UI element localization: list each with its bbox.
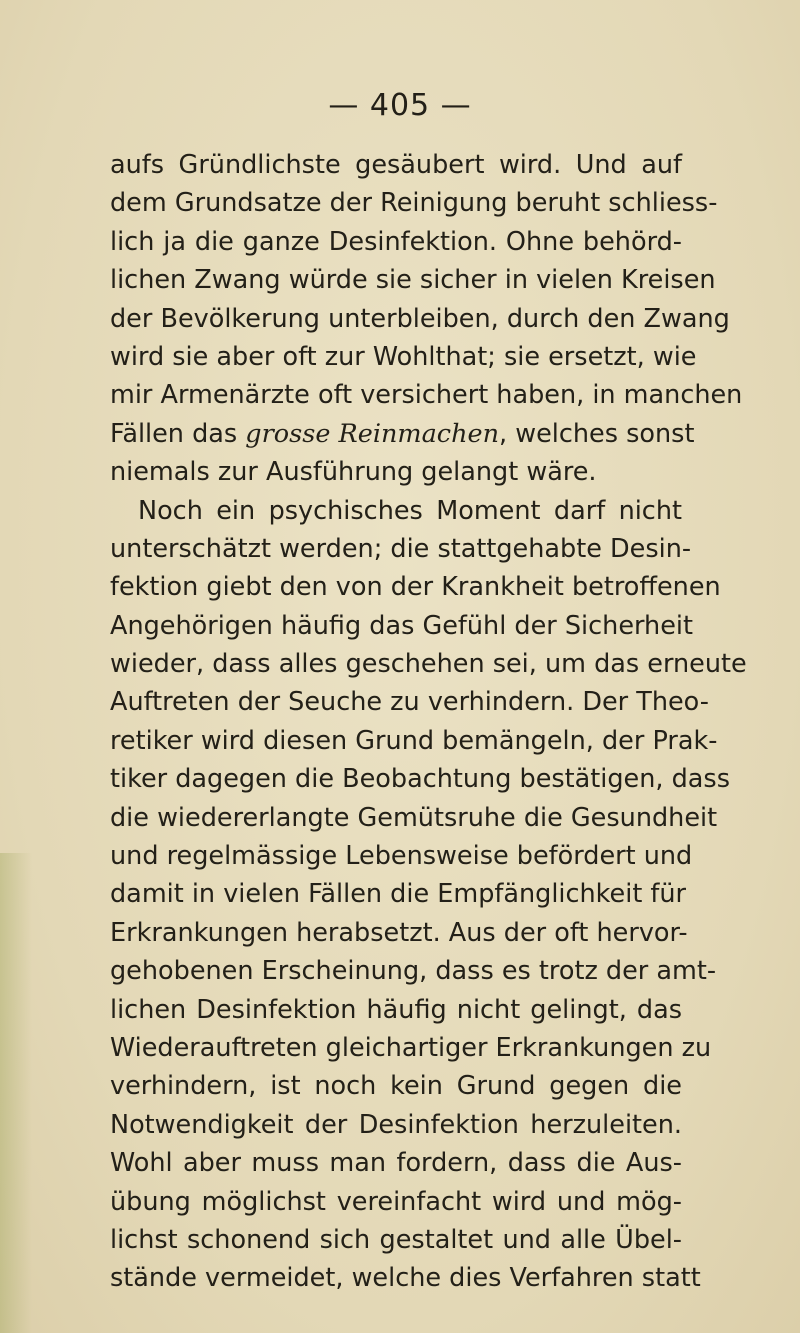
text-line: lich ja die ganze Desinfektion. Ohne behörd- — [110, 226, 682, 257]
text-line: verhindern, ist noch kein Grund gegen die — [110, 1071, 682, 1102]
text-line: der Bevölkerung unterbleiben, durch den Zwang — [110, 303, 730, 334]
text-segment: , welches sonst — [499, 418, 695, 449]
text-line-with-emphasis — [110, 415, 695, 453]
text-line: tiker dagegen die Beobachtung bestätigen, dass — [110, 764, 731, 795]
text-line: wieder, dass alles geschehen sei, um das erneute — [110, 649, 747, 680]
text-line: lichen Zwang würde sie sicher in vielen Kreisen — [110, 265, 716, 296]
text-line: lichst schonend sich gestaltet und alle Übel- — [110, 1224, 682, 1255]
text-line: Angehörigen häufig das Gefühl der Sicherheit — [110, 610, 693, 641]
text-line: aufs Gründlichste gesäubert wird. Und auf — [110, 150, 682, 180]
text-line: Erkrankungen herabsetzt. Aus der oft hervor- — [110, 917, 688, 948]
paragraph-end-line: niemals zur Ausführung gelangt wäre. — [110, 457, 597, 488]
text-line: lichen Desinfektion häufig nicht gelingt, das — [110, 994, 682, 1025]
text-line: und regelmässige Lebensweise befördert und — [110, 841, 693, 872]
text-line: Notwendigkeit der Desinfektion herzuleiten. — [110, 1109, 682, 1140]
text-line: Auftreten der Seuche zu verhindern. Der Theo- — [110, 687, 709, 718]
text-segment: Fällen das — [110, 418, 246, 449]
page-number: — 405 — — [328, 88, 472, 123]
text-line: wird sie aber oft zur Wohlthat; sie ersetzt, wie — [110, 341, 697, 372]
body-text — [110, 146, 747, 1298]
page-edge-shadow — [0, 853, 32, 1333]
text-line: die wiedererlangte Gemütsruhe die Gesundheit — [110, 802, 718, 833]
text-line: mir Armenärzte oft versichert haben, in manchen — [110, 380, 743, 411]
text-line: dem Grundsatze der Reinigung beruht schliess- — [110, 188, 718, 219]
text-line: Wohl aber muss man fordern, dass die Aus- — [110, 1148, 682, 1179]
text-line: fektion giebt den von der Krankheit betroffenen — [110, 572, 721, 603]
text-line: unterschätzt werden; die stattgehabte Desin- — [110, 533, 692, 564]
text-line: Wiederauftreten gleichartiger Erkrankungen zu — [110, 1032, 712, 1063]
text-line: stände vermeidet, welche dies Verfahren statt — [110, 1263, 701, 1294]
paragraph-start-line: Noch ein psychisches Moment darf nicht — [138, 495, 682, 526]
emphasized-phrase: grosse Reinmachen — [245, 418, 500, 449]
text-line: retiker wird diesen Grund bemängeln, der Prak- — [110, 725, 718, 756]
text-line: übung möglichst vereinfacht wird und mög- — [110, 1186, 682, 1217]
text-line: gehobenen Erscheinung, dass es trotz der amt- — [110, 956, 717, 987]
text-line: damit in vielen Fällen die Empfänglichkeit für — [110, 879, 687, 910]
